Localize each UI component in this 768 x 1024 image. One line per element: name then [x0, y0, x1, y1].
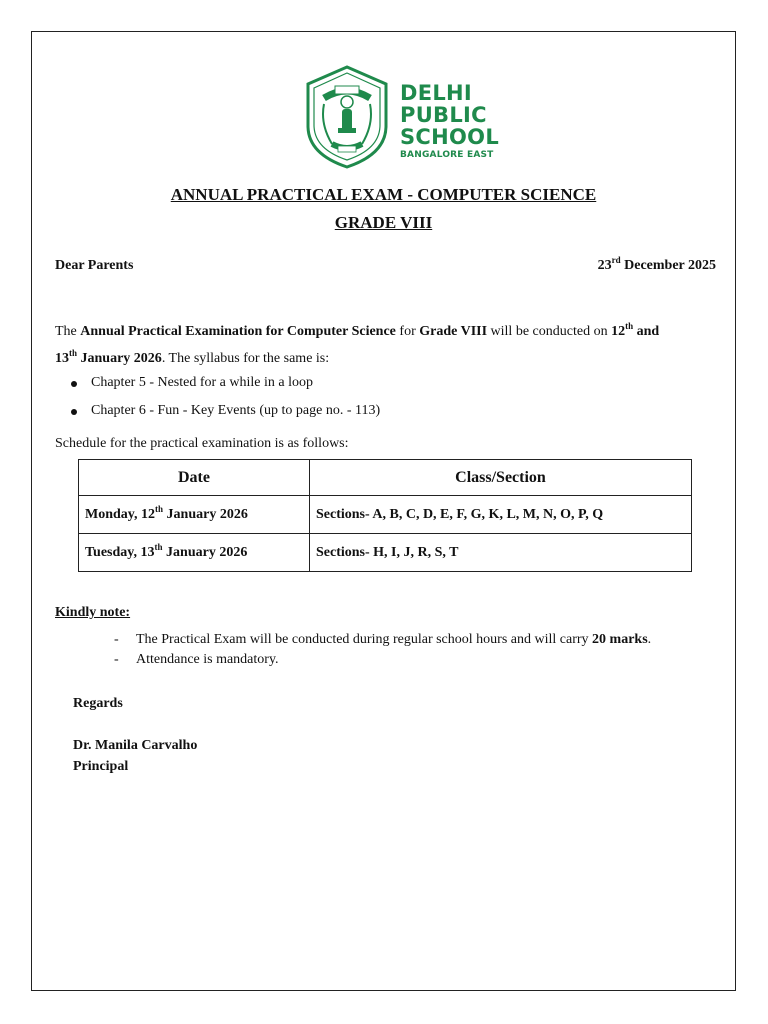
table-header-row [79, 460, 692, 496]
school-name [400, 82, 499, 161]
school-name-line1: DELHI [400, 81, 473, 105]
school-name-line2: PUBLIC [400, 103, 487, 127]
letter-date: 23rd December 2025 [597, 255, 716, 273]
schedule-table [78, 459, 692, 572]
document-title: ANNUAL PRACTICAL EXAM - COMPUTER SCIENCE [170, 185, 597, 204]
schedule-intro: Schedule for the practical examination is as follows: [55, 436, 349, 451]
intro-paragraph: The Annual Practical Examination for Computer Science for Grade VIII will be conducted on 12th and 13th January 2026. The syllabus for the same is: [55, 321, 660, 366]
sections-cell: Sections- A, B, C, D, E, F, G, K, L, M, N, O, P, Q [310, 496, 692, 534]
school-name-line3: SCHOOL [400, 125, 499, 149]
document-subtitle: GRADE VIII [334, 213, 433, 232]
school-branch: BANGALORE EAST [400, 150, 494, 160]
column-header-date: Date [79, 460, 310, 496]
note-item: - Attendance is mandatory. [114, 652, 279, 667]
column-header-class-section: Class/Section [310, 460, 692, 496]
bullet-icon [71, 381, 77, 387]
note-item: - The Practical Exam will be conducted during regular school hours and will carry 20 marks. [114, 632, 652, 647]
date-cell: Monday, 12th January 2026 [79, 496, 310, 534]
signatory-name: Dr. Manila Carvalho [73, 738, 198, 753]
list-item: Chapter 6 - Fun - Key Events (up to page no. - 113) [91, 403, 380, 419]
school-logo [302, 64, 542, 174]
note-heading: Kindly note: [55, 605, 131, 620]
school-crest-icon [302, 64, 392, 170]
signatory-designation: Principal [73, 759, 129, 774]
closing-regards: Regards [73, 696, 123, 711]
dash-icon: - [114, 632, 119, 647]
bullet-icon [71, 409, 77, 415]
date-cell: Tuesday, 13th January 2026 [79, 534, 310, 572]
salutation: Dear Parents [55, 258, 134, 273]
sections-cell: Sections- H, I, J, R, S, T [310, 534, 692, 572]
dash-icon: - [114, 652, 119, 667]
list-item: Chapter 5 - Nested for a while in a loop [91, 375, 313, 391]
table-row [79, 534, 692, 572]
table-row [79, 496, 692, 534]
document-page [31, 31, 736, 991]
